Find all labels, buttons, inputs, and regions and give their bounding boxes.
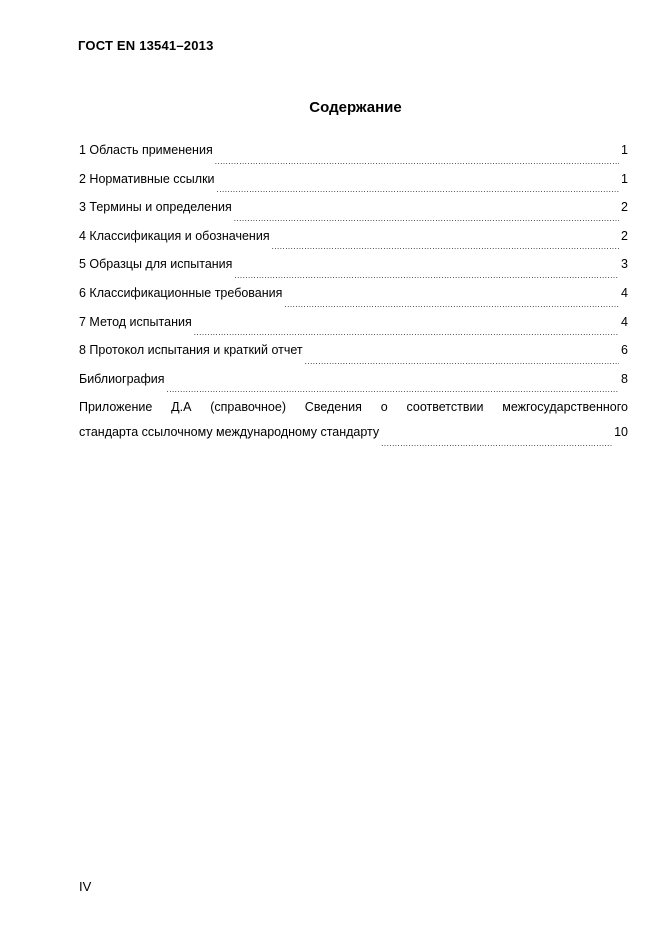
toc-entry-page: 1 — [621, 143, 628, 157]
toc-leader-dots — [381, 440, 612, 448]
toc-appendix-word: о — [380, 400, 388, 415]
toc-leader-dots — [234, 215, 619, 223]
toc-leader-dots — [284, 301, 619, 309]
toc-leader-dots — [217, 186, 620, 194]
toc-title: Содержание — [309, 99, 402, 116]
toc-leader-dots — [272, 243, 619, 251]
toc-entry[interactable] — [79, 257, 628, 286]
toc-entry[interactable] — [79, 143, 628, 172]
toc-entry[interactable] — [79, 315, 628, 344]
toc-leader-dots — [194, 329, 619, 337]
toc-appendix-word: межгосударственного — [502, 400, 628, 415]
toc-leader-dots — [305, 358, 619, 366]
toc-leader-dots — [167, 386, 620, 394]
toc-appendix-word: (справочное) — [210, 400, 286, 415]
toc-entry-label: Библиография — [79, 371, 165, 386]
toc-entry-label: 5 Образцы для испытания — [79, 257, 233, 272]
toc-entry[interactable] — [79, 172, 628, 201]
toc-entry-page: 10 — [614, 424, 628, 439]
toc-entry-page: 8 — [621, 371, 628, 386]
toc-appendix-second-line — [79, 425, 628, 454]
toc-appendix-word: Сведения — [304, 400, 362, 415]
toc-entry-page: 4 — [621, 314, 628, 329]
toc-entry-appendix[interactable] — [79, 400, 628, 453]
toc-entry-page: 4 — [621, 285, 628, 300]
toc-entry-page: 1 — [621, 171, 628, 186]
toc-entry-page: 2 — [621, 200, 628, 215]
toc-entry[interactable] — [79, 229, 628, 258]
toc-entry-label: 4 Классификация и обозначения — [79, 228, 270, 243]
toc-entry[interactable] — [79, 372, 628, 401]
toc-entry-label: 1 Область применения — [79, 143, 213, 157]
toc-entry-page: 3 — [621, 257, 628, 272]
toc-entry-page: 6 — [621, 343, 628, 358]
page-number: IV — [79, 879, 92, 894]
toc-entry[interactable] — [79, 343, 628, 372]
table-of-contents — [79, 143, 628, 454]
toc-appendix-word: Приложение — [79, 400, 153, 415]
toc-entry-label: 2 Нормативные ссылки — [79, 171, 215, 186]
toc-entry-label: 8 Протокол испытания и краткий отчет — [79, 343, 303, 358]
toc-entry-label: 7 Метод испытания — [79, 314, 192, 329]
toc-leader-dots — [234, 272, 619, 280]
toc-entry[interactable] — [79, 200, 628, 229]
toc-appendix-word: Д.А — [171, 400, 192, 415]
toc-appendix-word: соответствии — [406, 400, 484, 415]
document-code-header: ГОСТ EN 13541–2013 — [78, 38, 214, 53]
toc-leader-dots — [215, 158, 619, 166]
toc-entry-label: стандарта ссылочному международному стандарту — [79, 424, 380, 439]
toc-entry[interactable] — [79, 286, 628, 315]
toc-entry-label: 3 Термины и определения — [79, 200, 232, 215]
toc-entry-page: 2 — [621, 228, 628, 243]
toc-entry-label: 6 Классификационные требования — [79, 285, 283, 300]
